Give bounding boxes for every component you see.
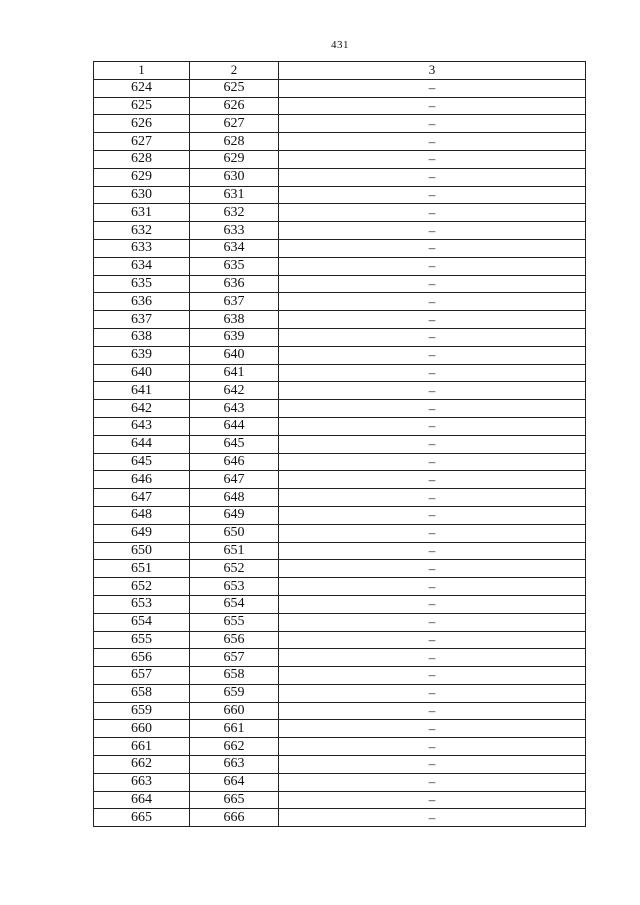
table-row bbox=[94, 435, 586, 453]
table-cell-col2: 648 bbox=[190, 489, 279, 507]
table-cell-col2: 636 bbox=[190, 275, 279, 293]
table-cell-col3: – bbox=[279, 364, 586, 382]
table-cell-col2: 627 bbox=[190, 115, 279, 133]
table-cell-col2: 663 bbox=[190, 756, 279, 774]
table-cell-col1: 627 bbox=[94, 133, 190, 151]
table-row bbox=[94, 631, 586, 649]
table-cell-col2: 625 bbox=[190, 79, 279, 97]
table-cell-col1: 624 bbox=[94, 79, 190, 97]
table-cell-col1: 633 bbox=[94, 239, 190, 257]
table-cell-col1: 644 bbox=[94, 435, 190, 453]
header-row bbox=[94, 62, 586, 80]
table-header bbox=[94, 62, 586, 80]
table-cell-col2: 661 bbox=[190, 720, 279, 738]
table-cell-col3: – bbox=[279, 328, 586, 346]
table-cell-col1: 641 bbox=[94, 382, 190, 400]
table-cell-col3: – bbox=[279, 239, 586, 257]
table-cell-col2: 643 bbox=[190, 400, 279, 418]
table-cell-col3: – bbox=[279, 97, 586, 115]
table-row bbox=[94, 222, 586, 240]
table-cell-col2: 641 bbox=[190, 364, 279, 382]
table-row bbox=[94, 471, 586, 489]
table-cell-col3: – bbox=[279, 257, 586, 275]
table-row bbox=[94, 186, 586, 204]
table-row bbox=[94, 311, 586, 329]
table-cell-col1: 643 bbox=[94, 417, 190, 435]
table-cell-col2: 646 bbox=[190, 453, 279, 471]
table-row bbox=[94, 506, 586, 524]
table-cell-col3: – bbox=[279, 542, 586, 560]
table-cell-col2: 633 bbox=[190, 222, 279, 240]
table-cell-col2: 662 bbox=[190, 738, 279, 756]
table-cell-col2: 651 bbox=[190, 542, 279, 560]
table-row bbox=[94, 275, 586, 293]
table-row bbox=[94, 239, 586, 257]
table-cell-col1: 636 bbox=[94, 293, 190, 311]
table-cell-col1: 665 bbox=[94, 809, 190, 827]
table-cell-col1: 629 bbox=[94, 168, 190, 186]
table-cell-col3: – bbox=[279, 275, 586, 293]
table-cell-col3: – bbox=[279, 720, 586, 738]
table-cell-col3: – bbox=[279, 667, 586, 685]
table-cell-col3: – bbox=[279, 613, 586, 631]
table-cell-col3: – bbox=[279, 773, 586, 791]
table-cell-col1: 645 bbox=[94, 453, 190, 471]
table-cell-col2: 644 bbox=[190, 417, 279, 435]
table-cell-col1: 651 bbox=[94, 560, 190, 578]
table-cell-col1: 634 bbox=[94, 257, 190, 275]
table-cell-col3: – bbox=[279, 489, 586, 507]
table-cell-col2: 658 bbox=[190, 667, 279, 685]
table-row bbox=[94, 453, 586, 471]
table-cell-col1: 649 bbox=[94, 524, 190, 542]
table-row bbox=[94, 382, 586, 400]
table-cell-col3: – bbox=[279, 524, 586, 542]
table-cell-col3: – bbox=[279, 400, 586, 418]
table-cell-col2: 639 bbox=[190, 328, 279, 346]
table-cell-col3: – bbox=[279, 649, 586, 667]
table-cell-col3: – bbox=[279, 311, 586, 329]
table-cell-col1: 642 bbox=[94, 400, 190, 418]
table-row bbox=[94, 489, 586, 507]
table-cell-col2: 655 bbox=[190, 613, 279, 631]
table-cell-col2: 647 bbox=[190, 471, 279, 489]
table-cell-col2: 645 bbox=[190, 435, 279, 453]
table-row bbox=[94, 524, 586, 542]
table-row bbox=[94, 542, 586, 560]
table-cell-col1: 635 bbox=[94, 275, 190, 293]
table-cell-col2: 632 bbox=[190, 204, 279, 222]
page-number: 431 bbox=[331, 39, 349, 51]
table-cell-col2: 628 bbox=[190, 133, 279, 151]
table-row bbox=[94, 791, 586, 809]
table-cell-col1: 655 bbox=[94, 631, 190, 649]
table-cell-col3: – bbox=[279, 684, 586, 702]
column-header-1: 1 bbox=[94, 62, 190, 80]
table-cell-col2: 642 bbox=[190, 382, 279, 400]
table-cell-col3: – bbox=[279, 115, 586, 133]
table-cell-col2: 660 bbox=[190, 702, 279, 720]
table-row bbox=[94, 684, 586, 702]
table-row bbox=[94, 649, 586, 667]
table-cell-col1: 660 bbox=[94, 720, 190, 738]
table-cell-col3: – bbox=[279, 186, 586, 204]
table-cell-col1: 659 bbox=[94, 702, 190, 720]
table-row bbox=[94, 293, 586, 311]
table-cell-col3: – bbox=[279, 595, 586, 613]
table-row bbox=[94, 346, 586, 364]
table-cell-col2: 637 bbox=[190, 293, 279, 311]
table-cell-col1: 630 bbox=[94, 186, 190, 204]
table-cell-col3: – bbox=[279, 809, 586, 827]
table-cell-col2: 635 bbox=[190, 257, 279, 275]
data-table bbox=[93, 61, 586, 827]
table-row bbox=[94, 150, 586, 168]
table-cell-col1: 648 bbox=[94, 506, 190, 524]
table-cell-col2: 634 bbox=[190, 239, 279, 257]
table-cell-col3: – bbox=[279, 293, 586, 311]
table-row bbox=[94, 720, 586, 738]
table-cell-col1: 640 bbox=[94, 364, 190, 382]
table-cell-col2: 649 bbox=[190, 506, 279, 524]
table-cell-col3: – bbox=[279, 453, 586, 471]
table-cell-col2: 650 bbox=[190, 524, 279, 542]
table-row bbox=[94, 578, 586, 596]
table-cell-col2: 638 bbox=[190, 311, 279, 329]
table-cell-col2: 654 bbox=[190, 595, 279, 613]
table-cell-col3: – bbox=[279, 346, 586, 364]
table-row bbox=[94, 595, 586, 613]
table-row bbox=[94, 204, 586, 222]
table-cell-col2: 626 bbox=[190, 97, 279, 115]
table-cell-col1: 638 bbox=[94, 328, 190, 346]
table-container bbox=[93, 61, 585, 827]
table-cell-col1: 661 bbox=[94, 738, 190, 756]
table-cell-col3: – bbox=[279, 738, 586, 756]
table-row bbox=[94, 560, 586, 578]
table-row bbox=[94, 115, 586, 133]
table-cell-col1: 656 bbox=[94, 649, 190, 667]
table-cell-col3: – bbox=[279, 631, 586, 649]
table-cell-col3: – bbox=[279, 791, 586, 809]
table-row bbox=[94, 257, 586, 275]
table-cell-col1: 664 bbox=[94, 791, 190, 809]
table-cell-col1: 657 bbox=[94, 667, 190, 685]
table-row bbox=[94, 613, 586, 631]
table-cell-col2: 652 bbox=[190, 560, 279, 578]
table-cell-col1: 637 bbox=[94, 311, 190, 329]
column-header-2: 2 bbox=[190, 62, 279, 80]
table-row bbox=[94, 773, 586, 791]
table-row bbox=[94, 809, 586, 827]
table-cell-col2: 640 bbox=[190, 346, 279, 364]
table-cell-col3: – bbox=[279, 560, 586, 578]
table-cell-col1: 626 bbox=[94, 115, 190, 133]
table-cell-col2: 665 bbox=[190, 791, 279, 809]
table-cell-col3: – bbox=[279, 578, 586, 596]
table-cell-col1: 652 bbox=[94, 578, 190, 596]
table-row bbox=[94, 702, 586, 720]
table-cell-col1: 647 bbox=[94, 489, 190, 507]
table-cell-col2: 657 bbox=[190, 649, 279, 667]
table-row bbox=[94, 79, 586, 97]
table-cell-col2: 656 bbox=[190, 631, 279, 649]
table-cell-col2: 630 bbox=[190, 168, 279, 186]
table-cell-col3: – bbox=[279, 382, 586, 400]
table-cell-col3: – bbox=[279, 133, 586, 151]
table-cell-col3: – bbox=[279, 435, 586, 453]
table-cell-col1: 653 bbox=[94, 595, 190, 613]
table-row bbox=[94, 417, 586, 435]
table-cell-col3: – bbox=[279, 506, 586, 524]
table-cell-col1: 631 bbox=[94, 204, 190, 222]
table-cell-col1: 650 bbox=[94, 542, 190, 560]
table-row bbox=[94, 97, 586, 115]
table-cell-col1: 625 bbox=[94, 97, 190, 115]
table-cell-col3: – bbox=[279, 79, 586, 97]
table-cell-col2: 659 bbox=[190, 684, 279, 702]
table-cell-col1: 662 bbox=[94, 756, 190, 774]
table-row bbox=[94, 756, 586, 774]
table-cell-col2: 664 bbox=[190, 773, 279, 791]
table-cell-col2: 631 bbox=[190, 186, 279, 204]
table-cell-col1: 632 bbox=[94, 222, 190, 240]
table-cell-col3: – bbox=[279, 222, 586, 240]
table-cell-col3: – bbox=[279, 471, 586, 489]
table-cell-col1: 663 bbox=[94, 773, 190, 791]
table-row bbox=[94, 738, 586, 756]
table-row bbox=[94, 328, 586, 346]
table-cell-col1: 654 bbox=[94, 613, 190, 631]
table-row bbox=[94, 667, 586, 685]
table-cell-col3: – bbox=[279, 204, 586, 222]
table-cell-col1: 658 bbox=[94, 684, 190, 702]
table-cell-col3: – bbox=[279, 756, 586, 774]
table-cell-col3: – bbox=[279, 417, 586, 435]
table-row bbox=[94, 364, 586, 382]
table-cell-col2: 653 bbox=[190, 578, 279, 596]
table-row bbox=[94, 133, 586, 151]
table-cell-col2: 629 bbox=[190, 150, 279, 168]
table-cell-col3: – bbox=[279, 702, 586, 720]
table-row bbox=[94, 168, 586, 186]
table-cell-col1: 646 bbox=[94, 471, 190, 489]
table-row bbox=[94, 400, 586, 418]
table-cell-col3: – bbox=[279, 168, 586, 186]
table-cell-col2: 666 bbox=[190, 809, 279, 827]
table-cell-col1: 628 bbox=[94, 150, 190, 168]
table-cell-col1: 639 bbox=[94, 346, 190, 364]
table-body bbox=[94, 79, 586, 826]
column-header-3: 3 bbox=[279, 62, 586, 80]
table-cell-col3: – bbox=[279, 150, 586, 168]
